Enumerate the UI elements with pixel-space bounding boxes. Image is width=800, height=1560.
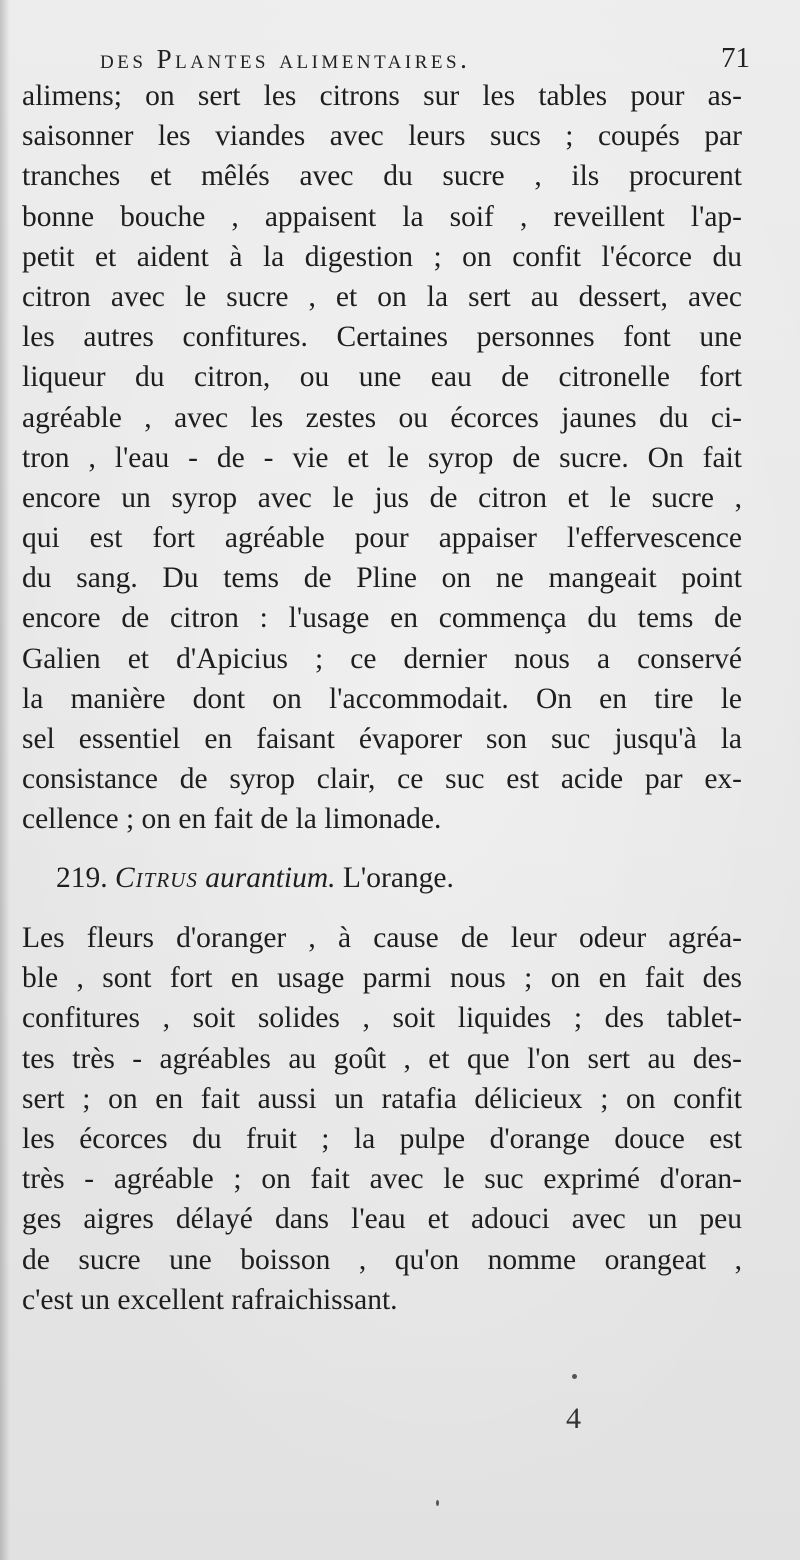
text-line: la manière dont on l'accommodait. On en tire le: [22, 682, 742, 715]
text-line: tranches et mêlés avec du sucre , ils procurent: [22, 160, 742, 193]
text-line: encore un syrop avec le jus de citron et le sucre ,: [22, 481, 742, 514]
running-head: des Plantes alimentaires.: [100, 44, 471, 74]
text-line: sert ; on en fait aussi un ratafia délicieux ; on confit: [22, 1082, 742, 1115]
page-number: 71: [721, 42, 750, 74]
text-line: ble , sont fort en usage parmi nous ; on en fait des: [22, 962, 742, 995]
text-line: alimens; on sert les citrons sur les tables pour as-: [22, 80, 742, 112]
text-line: Galien et d'Apicius ; ce dernier nous a conservé: [22, 642, 742, 675]
text-line: tron , l'eau - de - vie et le syrop de sucre. On fait: [22, 441, 742, 474]
paragraph-citron: [22, 76, 742, 840]
text-line: agréable , avec les zestes ou écorces jaunes du ci-: [22, 401, 742, 434]
text-line: du sang. Du tems de Pline on ne mangeait point: [22, 562, 742, 595]
text-line: encore de citron : l'usage en commença du tems de: [22, 602, 742, 635]
text-line: citron avec le sucre , et on la sert au dessert, avec: [22, 280, 742, 313]
text-line: c'est un excellent rafraichissant.: [22, 1283, 398, 1316]
text-line: bonne bouche , appaisent la soif , reveillent l'ap-: [22, 200, 742, 233]
text-line: petit et aident à la digestion ; on confit l'écorce du: [22, 240, 742, 273]
entry-number: 219.: [56, 862, 108, 894]
text-line: très - agréable ; on fait avec le suc exprimé d'oran-: [22, 1163, 742, 1196]
text-line: consistance de syrop clair, ce suc est acide par ex-: [22, 763, 742, 796]
gutter-shadow: [0, 0, 10, 1560]
text-line: de sucre une boisson , qu'on nomme orangeat ,: [22, 1243, 742, 1276]
ink-speck: [436, 1500, 439, 1506]
text-line: les autres confitures. Certaines personnes font une: [22, 321, 742, 354]
entry-species: aurantium.: [205, 862, 336, 894]
text-line: sel essentiel en faisant évaporer son suc jusqu'à la: [22, 723, 742, 755]
entry-common-name: L'orange.: [342, 862, 454, 894]
text-line: qui est fort agréable pour appaiser l'effervescence: [22, 522, 742, 555]
text-line: tes très - agréables au goût , et que l'on sert au des-: [22, 1042, 742, 1075]
paragraph-orange: [22, 918, 742, 1320]
entry-heading: [56, 858, 454, 898]
text-line: les écorces du fruit ; la pulpe d'orange douce est: [22, 1122, 742, 1155]
text-line: liqueur du citron, ou une eau de citronelle fort: [22, 361, 742, 394]
entry-genus: Citrus: [115, 862, 198, 894]
signature-mark: 4: [566, 1402, 581, 1435]
text-line: saisonner les viandes avec leurs sucs ; coupés par: [22, 120, 742, 153]
text-line: ges aigres délayé dans l'eau et adouci avec un peu: [22, 1203, 742, 1236]
page-header: [100, 40, 750, 80]
ink-speck: [572, 1374, 577, 1379]
text-line: cellence ; on en fait de la limonade.: [22, 803, 442, 836]
text-line: confitures , soit solides , soit liquides ; des tablet-: [22, 1002, 742, 1035]
text-line: Les fleurs d'oranger , à cause de leur odeur agréa-: [22, 922, 742, 954]
